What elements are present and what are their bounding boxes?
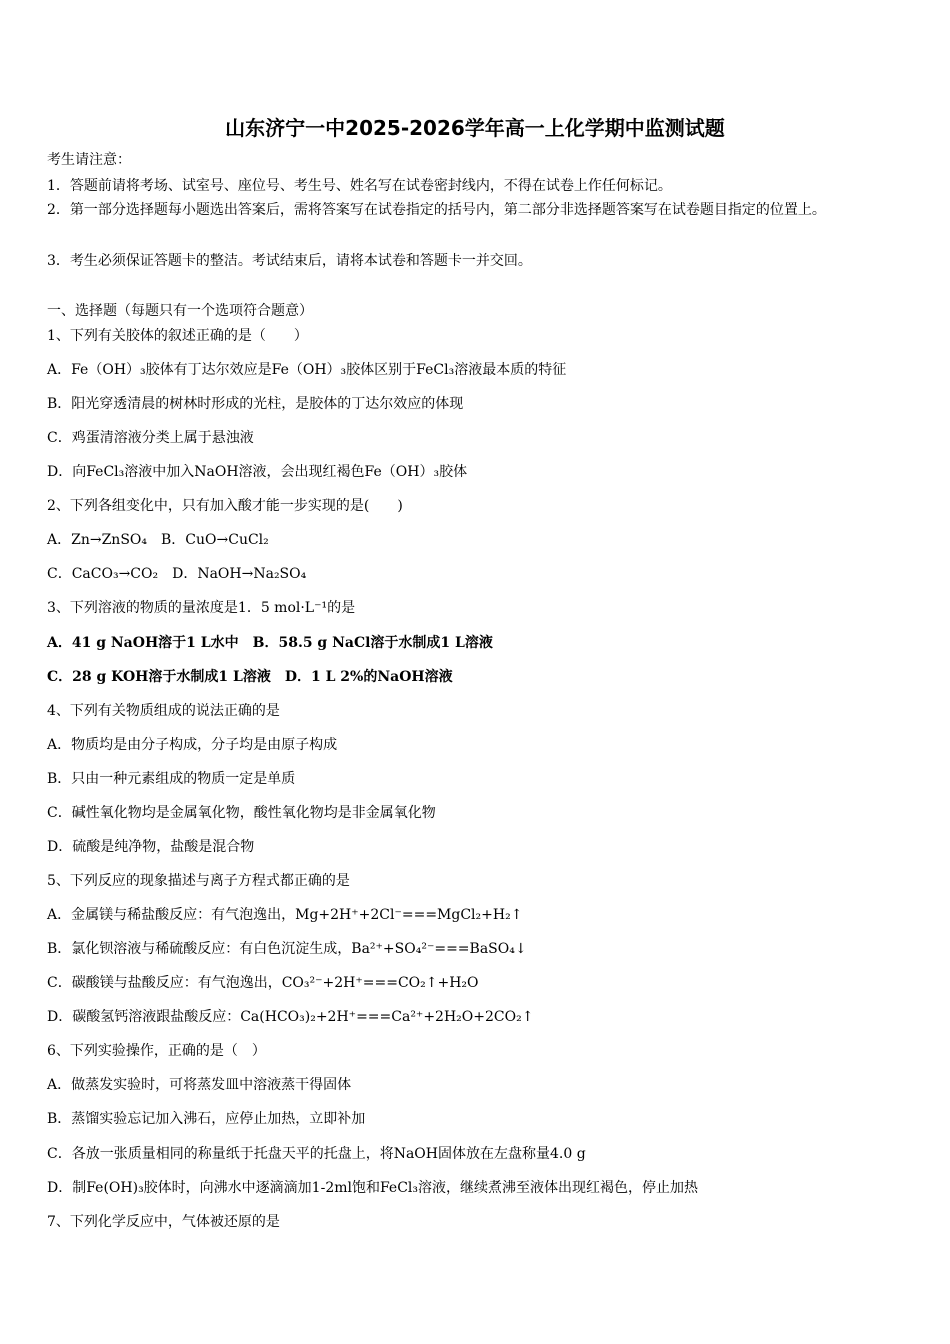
question-1-option-c: C．鸡蛋清溶液分类上属于悬浊液 <box>47 430 254 446</box>
question-4-option-a: A．物质均是由分子构成，分子均是由原子构成 <box>47 737 338 753</box>
question-7-stem: 7、下列化学反应中，气体被还原的是 <box>47 1214 280 1230</box>
question-3-options-ab: A．41 g NaOH溶于1 L水中 B．58.5 g NaCl溶于水制成1 L溶液 <box>47 635 493 651</box>
question-1-stem: 1、下列有关胶体的叙述正确的是（ ） <box>47 328 308 344</box>
question-6-option-b: B．蒸馏实验忘记加入沸石，应停止加热，立即补加 <box>47 1111 366 1127</box>
question-4-option-d: D．硫酸是纯净物，盐酸是混合物 <box>47 839 255 855</box>
question-5-option-c: C．碳酸镁与盐酸反应：有气泡逸出，CO₃²⁻+2H⁺===CO₂↑+H₂O <box>47 975 479 991</box>
question-5-option-d: D．碳酸氢钙溶液跟盐酸反应：Ca(HCO₃)₂+2H⁺===Ca²⁺+2H₂O+2CO₂↑ <box>47 1009 534 1025</box>
question-5-stem: 5、下列反应的现象描述与离子方程式都正确的是 <box>47 873 350 889</box>
question-1-option-a: A．Fe（OH）₃胶体有丁达尔效应是Fe（OH）₃胶体区别于FeCl₃溶液最本质的特征 <box>47 362 567 378</box>
question-4-stem: 4、下列有关物质组成的说法正确的是 <box>47 703 280 719</box>
question-2-stem: 2、下列各组变化中，只有加入酸才能一步实现的是( ) <box>47 498 403 514</box>
question-3-stem: 3、下列溶液的物质的量浓度是1．5 mol·L⁻¹的是 <box>47 600 356 616</box>
question-6-stem: 6、下列实验操作，正确的是（ ） <box>47 1043 266 1059</box>
notice-heading: 考生请注意： <box>47 152 131 168</box>
notice-item-3: 3．考生必须保证答题卡的整洁。考试结束后，请将本试卷和答题卡一并交回。 <box>47 253 532 269</box>
question-4-option-b: B．只由一种元素组成的物质一定是单质 <box>47 771 296 787</box>
question-2-options-ab: A．Zn→ZnSO₄ B．CuO→CuCl₂ <box>47 532 269 548</box>
question-4-option-c: C．碱性氧化物均是金属氧化物，酸性氧化物均是非金属氧化物 <box>47 805 436 821</box>
notice-item-2: 2．第一部分选择题每小题选出答案后，需将答案写在试卷指定的括号内，第二部分非选择题答案写在试卷题目指定的位置上。 <box>47 202 826 218</box>
question-5-option-b: B．氯化钡溶液与稀硫酸反应：有白色沉淀生成，Ba²⁺+SO₄²⁻===BaSO₄↓ <box>47 941 527 957</box>
question-1-option-d: D．向FeCl₃溶液中加入NaOH溶液，会出现红褐色Fe（OH）₃胶体 <box>47 464 468 480</box>
section-heading: 一、选择题（每题只有一个选项符合题意） <box>47 303 313 319</box>
question-1-option-b: B．阳光穿透清晨的树林时形成的光柱，是胶体的丁达尔效应的体现 <box>47 396 464 412</box>
notice-item-1: 1．答题前请将考场、试室号、座位号、考生号、姓名写在试卷密封线内，不得在试卷上作任何标记。 <box>47 178 672 194</box>
question-2-options-cd: C．CaCO₃→CO₂ D．NaOH→Na₂SO₄ <box>47 566 307 582</box>
page-title: 山东济宁一中2025-2026学年高一上化学期中监测试题 <box>225 116 725 140</box>
question-6-option-c: C．各放一张质量相同的称量纸于托盘天平的托盘上，将NaOH固体放在左盘称量4.0 g <box>47 1146 586 1162</box>
question-3-options-cd: C．28 g KOH溶于水制成1 L溶液 D．1 L 2%的NaOH溶液 <box>47 669 453 685</box>
question-5-option-a: A．金属镁与稀盐酸反应：有气泡逸出，Mg+2H⁺+2Cl⁻===MgCl₂+H₂↑ <box>47 907 523 923</box>
question-6-option-a: A．做蒸发实验时，可将蒸发皿中溶液蒸干得固体 <box>47 1077 352 1093</box>
question-6-option-d: D．制Fe(OH)₃胶体时，向沸水中逐滴滴加1-2ml饱和FeCl₃溶液，继续煮沸至液体出现红褐色，停止加热 <box>47 1180 699 1196</box>
